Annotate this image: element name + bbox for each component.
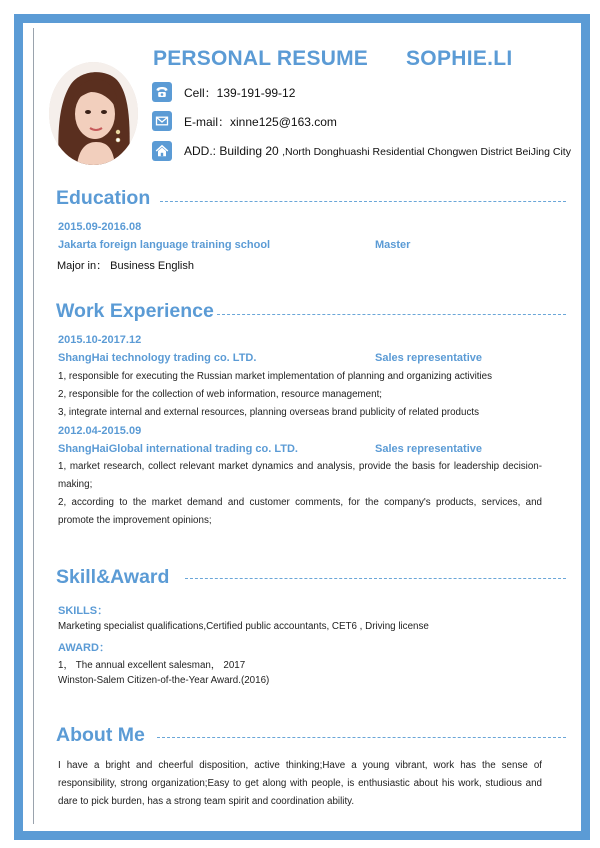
cell-text: Cell：139-191-99-12 xyxy=(184,85,296,100)
skills-label: SKILLS： xyxy=(58,605,109,617)
address-text xyxy=(184,144,571,158)
job-1-duty-3: 3, integrate internal and external resources, planning overseas brand publicity of related products xyxy=(58,407,479,418)
job-2-duty-1: 1, market research, collect relevant market dynamics and analysis, provide the basis for leadership decision-making; xyxy=(58,461,542,490)
phone-icon xyxy=(152,82,172,102)
skills-divider xyxy=(185,578,566,579)
home-icon xyxy=(152,141,172,161)
award-1: 1， The annual excellent salesman， 2017 xyxy=(58,660,246,671)
education-major: Major in： Business English xyxy=(57,260,194,272)
work-divider xyxy=(217,314,566,315)
about-text: I have a bright and cheerful disposition, active thinking;Have a young vibrant, work has the sense of responsibility, strong organization;Easy to get along with people, is enthusiastic about his work, studious and dare to pick burden, has a strong team spirit and coordination ability. xyxy=(58,760,542,807)
job-1-role: Sales representative xyxy=(375,352,483,364)
education-date: 2015.09-2016.08 xyxy=(58,221,142,233)
email-text: E-mail：xinne125@163.com xyxy=(184,114,337,129)
mail-icon xyxy=(152,111,172,131)
education-school: Jakarta foreign language training school xyxy=(58,239,271,251)
award-2: Winston-Salem Citizen-of-the-Year Award.(2016) xyxy=(58,675,270,686)
job-2-duty-2: 2, according to the market demand and customer comments, for the company's products, services, and promote the improvement opinions; xyxy=(58,497,542,526)
contact-email xyxy=(152,111,337,131)
skills-text: Marketing specialist qualifications,Certified public accountants, CET6 , Driving license xyxy=(58,621,429,632)
job-2-date: 2012.04-2015.09 xyxy=(58,425,142,437)
job-1-duty-2: 2, responsible for the collection of web information, resource management; xyxy=(58,389,383,400)
skills-heading: Skill&Award xyxy=(56,566,170,588)
address-lead: ADD.: Building 20 xyxy=(184,144,283,158)
job-2-role: Sales representative xyxy=(375,443,483,455)
about-heading: About Me xyxy=(56,724,145,746)
work-heading: Work Experience xyxy=(56,300,214,322)
avatar xyxy=(49,62,138,165)
education-heading: Education xyxy=(56,187,151,209)
education-divider xyxy=(160,201,566,202)
contact-cell xyxy=(152,82,295,102)
award-label: AWARD： xyxy=(58,642,110,654)
page-title: PERSONAL RESUME xyxy=(153,47,368,70)
candidate-name: SOPHIE.LI xyxy=(406,47,513,70)
address-detail: ,North Donghuashi Residential Chongwen District BeiJing City xyxy=(282,146,571,158)
job-1-date: 2015.10-2017.12 xyxy=(58,334,142,346)
education-degree: Master xyxy=(375,239,411,251)
job-1-company: ShangHai technology trading co. LTD. xyxy=(58,352,257,364)
about-divider xyxy=(157,737,566,738)
contact-address xyxy=(152,141,571,161)
job-2-company: ShangHaiGlobal international trading co. LTD. xyxy=(58,443,298,455)
vertical-rule xyxy=(33,28,34,824)
job-1-duty-1: 1, responsible for executing the Russian market implementation of planning and organizing activities xyxy=(58,371,493,382)
